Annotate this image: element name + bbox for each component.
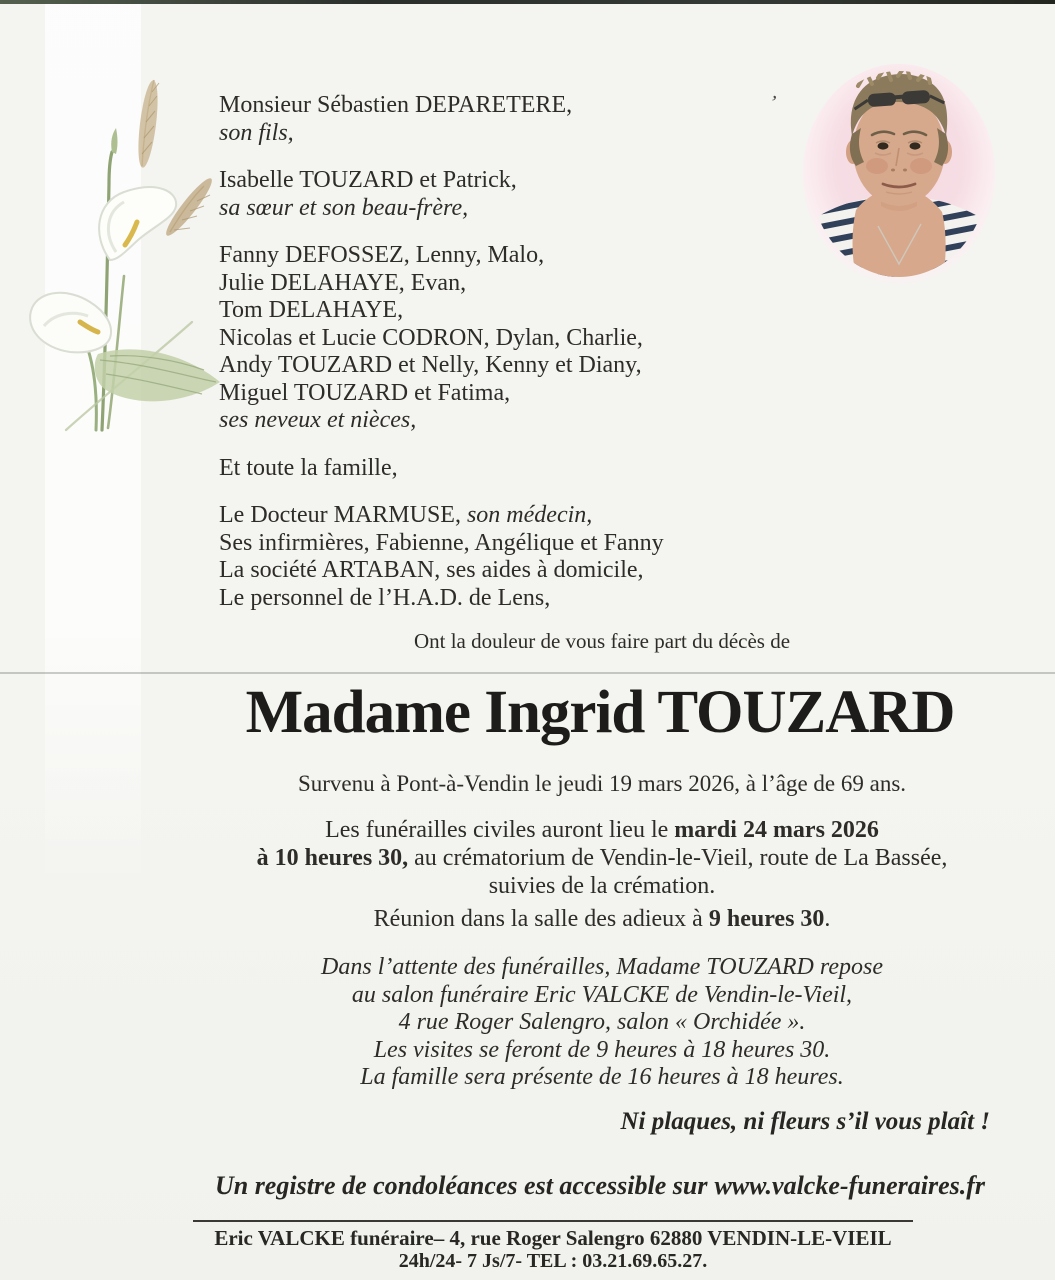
reunion-period: . <box>824 906 831 932</box>
family-line: Ses infirmières, Fabienne, Angélique et Fanny <box>219 529 664 556</box>
family-line: Monsieur Sébastien DEPARETERE, <box>219 92 573 118</box>
calla-lily-icon <box>6 64 224 439</box>
family-line: Nicolas et Lucie CODRON, Dylan, Charlie, <box>219 324 643 351</box>
family-list <box>219 92 839 632</box>
funeral-line <box>140 816 1055 844</box>
family-line: Julie DELAHAYE, Evan, <box>219 269 467 296</box>
reunion-line <box>170 906 1034 933</box>
funeral-text: au crématorium de Vendin-le-Vieil, route de La Bassée, <box>408 845 948 871</box>
page-fold-line <box>0 672 1055 674</box>
repose-block <box>170 954 1034 1092</box>
family-line: Le personnel de l’H.A.D. de Lens, <box>219 584 551 611</box>
register-text: Un registre de condoléances est accessible sur <box>214 1171 708 1200</box>
family-line: ses neveux et nièces, <box>219 407 417 433</box>
funeral-details <box>140 816 1055 900</box>
funeral-home-address: Eric VALCKE funéraire– 4, rue Roger Salengro 62880 VENDIN-LE-VIEIL <box>214 1226 892 1250</box>
reunion-time: 9 heures 30 <box>708 906 825 932</box>
death-info: Survenu à Pont-à-Vendin le jeudi 19 mars 2026, à l’âge de 69 ans. <box>297 771 907 796</box>
funeral-line: suivies de la crémation. <box>488 873 716 899</box>
funeral-date: mardi 24 mars 2026 <box>674 817 879 843</box>
family-group <box>219 502 839 612</box>
register-url: www.valcke-funeraires.fr <box>714 1171 986 1200</box>
repose-line: Dans l’attente des funérailles, Madame TOUZARD repose <box>321 954 883 980</box>
family-line: Fanny DEFOSSEZ, Lenny, Malo, <box>219 242 545 268</box>
condolence-register <box>120 1171 1055 1201</box>
family-line: Le Docteur MARMUSE, son médecin, <box>219 502 593 528</box>
scan-edge-strip <box>0 0 1055 4</box>
repose-line: 4 rue Roger Salengro, salon « Orchidée ». <box>398 1009 806 1035</box>
scan-speck: ’ <box>767 91 779 115</box>
family-line: Miguel TOUZARD et Fatima, <box>219 379 511 406</box>
family-line: Tom DELAHAYE, <box>219 297 404 323</box>
funeral-time: à 10 heures 30, <box>256 845 409 871</box>
family-group <box>219 92 839 147</box>
family-group <box>219 455 839 483</box>
family-line: son fils, <box>219 119 294 146</box>
repose-line: La famille sera présente de 16 heures à 18 heures. <box>360 1064 844 1090</box>
repose-line: au salon funéraire Eric VALCKE de Vendin-le-Vieil, <box>351 981 853 1008</box>
no-flowers-note: Ni plaques, ni fleurs s’il vous plaît ! <box>620 1108 990 1135</box>
family-line: La société ARTABAN, ses aides à domicile, <box>219 557 644 583</box>
funeral-text: Les funérailles civiles auront lieu le <box>325 817 675 843</box>
family-line: Isabelle TOUZARD et Patrick, <box>219 167 517 193</box>
family-group <box>219 242 839 435</box>
announcement-intro: Ont la douleur de vous faire part du décès de <box>413 629 791 653</box>
reunion-text: Réunion dans la salle des adieux à <box>373 906 709 932</box>
family-line: sa sœur et son beau-frère, <box>219 194 469 221</box>
funeral-home-footer <box>193 1220 913 1273</box>
repose-line: Les visites se feront de 9 heures à 18 heures 30. <box>373 1036 831 1063</box>
funeral-home-phone: 24h/24- 7 Js/7- TEL : 03.21.69.65.27. <box>398 1250 708 1272</box>
funeral-line <box>140 844 1055 872</box>
family-line: Et toute la famille, <box>219 454 398 481</box>
family-line: Andy TOUZARD et Nelly, Kenny et Diany, <box>219 352 642 378</box>
family-group <box>219 167 839 222</box>
deceased-name: Madame Ingrid TOUZARD <box>245 679 955 746</box>
